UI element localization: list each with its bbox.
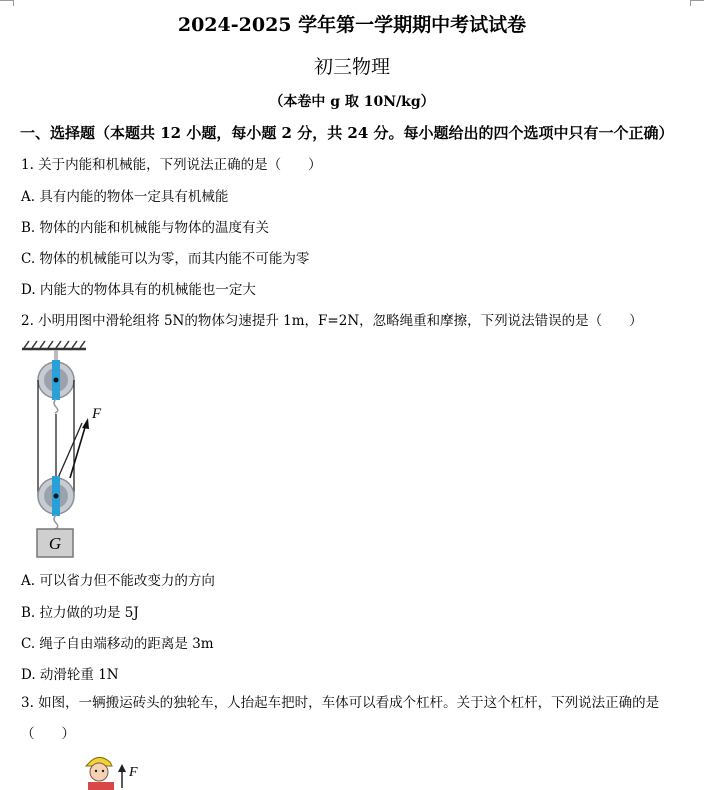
page-corner-mark-right: [690, 0, 704, 3]
question-2-option-c: C. 绳子自由端移动的距离是 3m: [21, 636, 214, 652]
force-arrow: [70, 418, 89, 478]
question-2-option-b: B. 拉力做的功是 5J: [21, 605, 139, 621]
movable-pulley: [38, 476, 74, 516]
fixed-pulley: [38, 360, 74, 400]
question-2-stem: 2. 小明用图中滑轮组将 5N的物体匀速提升 1m，F=2N，忽略绳重和摩擦，下列说法错误的是（ ）: [21, 313, 643, 329]
cart-force-label: F: [129, 765, 138, 780]
pulley-system-figure: [18, 338, 118, 560]
worker-wheelbarrow-figure: [82, 752, 152, 790]
weight-block: [37, 529, 73, 557]
weight-label: G: [48, 534, 62, 553]
section-heading: 一、选择题（本题共 12 小题，每小题 2 分，共 24 分。每小题给出的四个选项中只有一个正确）: [20, 124, 674, 142]
exam-title: 2024-2025 学年第一学期期中考试试卷: [177, 14, 527, 36]
question-1-option-c: C. 物体的机械能可以为零，而其内能不可能为零: [21, 251, 310, 267]
force-label: F: [92, 406, 102, 422]
hook-bottom: [54, 515, 58, 529]
question-1-option-b: B. 物体的内能和机械能与物体的温度有关: [21, 220, 270, 236]
page-corner-mark-left: [0, 0, 14, 3]
question-2-option-d: D. 动滑轮重 1N: [21, 667, 119, 683]
gravity-note: （本卷中 g 取 10N/kg）: [269, 94, 435, 110]
question-3-stem: 3. 如图，一辆搬运砖头的独轮车，人抬起车把时，车体可以看成个杠杆。关于这个杠杆，下列说法正确的是（ ）: [21, 695, 660, 742]
question-1-stem: 1. 关于内能和机械能，下列说法正确的是（ ）: [21, 157, 322, 173]
question-1-option-a: A. 具有内能的物体一定具有机械能: [21, 189, 229, 205]
question-2-option-a: A. 可以省力但不能改变力的方向: [21, 573, 215, 589]
ceiling-hatch: [22, 341, 86, 349]
subject-title: 初三物理: [313, 56, 390, 78]
hook-top: [54, 399, 58, 413]
question-1-option-d: D. 内能大的物体具有的机械能也一定大: [21, 282, 256, 298]
